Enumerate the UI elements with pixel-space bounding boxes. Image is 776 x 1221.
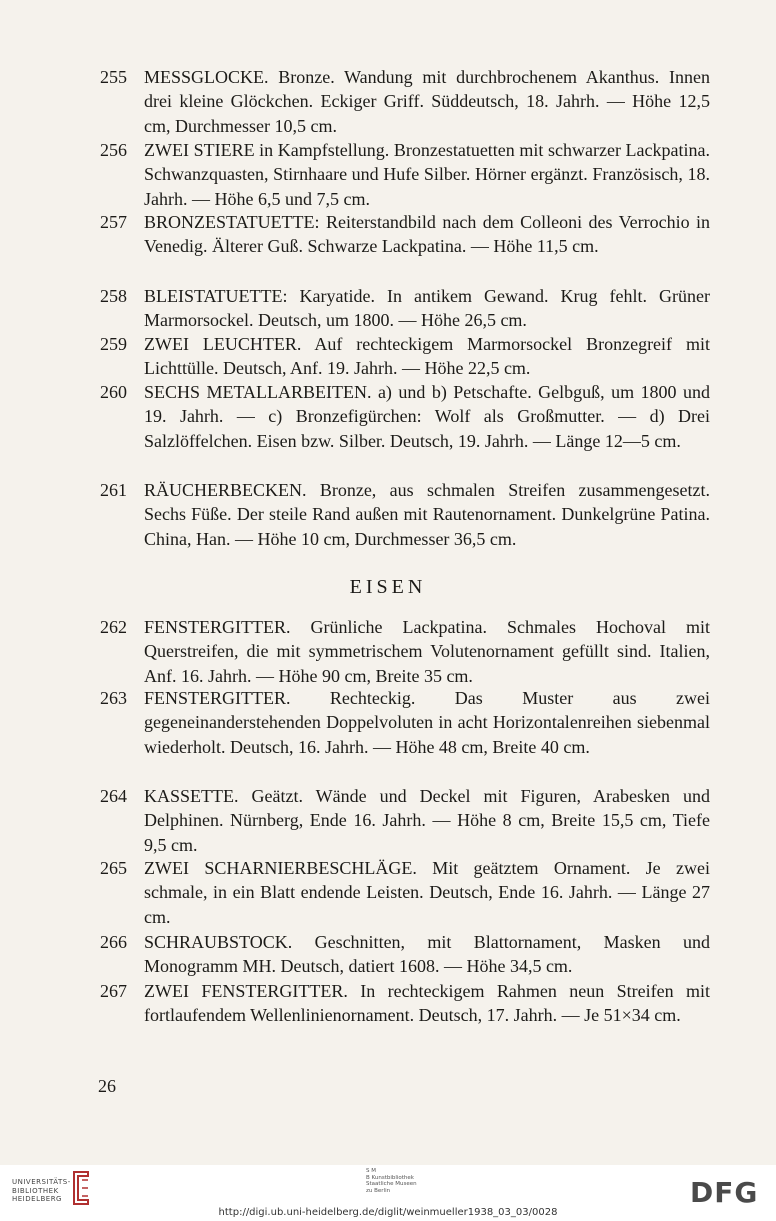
catalog-entry — [100, 784, 716, 857]
catalog-entry — [100, 478, 716, 551]
dfg-logo: DFG — [690, 1176, 759, 1209]
entry-number: 264 — [100, 786, 127, 806]
library-line: BIBLIOTHEK — [12, 1186, 59, 1195]
entry-text: BRONZESTATUETTE: Reiterstandbild nach dem Colleoni des Verrochio in Venedig. Älterer Guß. Schwarze Lackpatina. — Höhe 11,5 cm. — [144, 212, 710, 257]
catalog-entry — [100, 210, 716, 259]
catalog-entry — [100, 979, 716, 1028]
kb-line: Staatliche Museen — [366, 1181, 417, 1188]
kunstbibliothek-logo — [366, 1168, 417, 1194]
library-line: HEIDELBERG — [12, 1195, 62, 1203]
entry-text: RÄUCHERBECKEN. Bronze, aus schmalen Streifen zusammengesetzt. Sechs Füße. Der steile Rand außen mit Rautenornament. Dunkelgrüne Patina. China, Han. — Höhe 10 cm, Durchmesser 36,5 cm. — [144, 480, 710, 549]
catalog-entry — [100, 856, 716, 929]
entry-number: 256 — [100, 140, 127, 160]
entry-number: 257 — [100, 212, 127, 232]
entry-text: KASSETTE. Geätzt. Wände und Deckel mit Figuren, Arabesken und Delphinen. Nürnberg, Ende 16. Jahrh. — Höhe 8 cm, Breite 15,5 cm, Tiefe 9,5 cm. — [144, 786, 710, 855]
catalog-entry — [100, 65, 716, 138]
entry-text: FENSTERGITTER. Grünliche Lackpatina. Schmales Hochoval mit Querstreifen, die mit symmetrischem Volutenornament gefüllt sind. Italien, Anf. 16. Jahrh. — Höhe 90 cm, Breite 35 cm. — [144, 617, 710, 686]
entry-text: FENSTERGITTER. Rechteckig. Das Muster aus zwei gegeneinanderstehenden Doppelvoluten in acht Horizontalenreihen siebenmal wiederholt. Deutsch, 16. Jahrh. — Höhe 48 cm, Breite 40 cm. — [144, 688, 710, 757]
catalog-entry — [100, 930, 716, 979]
entry-text: SCHRAUBSTOCK. Geschnitten, mit Blattornament, Masken und Monogramm MH. Deutsch, datiert 1608. — Höhe 34,5 cm. — [144, 932, 710, 977]
library-logo-icon — [70, 1170, 92, 1206]
catalog-entry — [100, 380, 716, 453]
entry-text: BLEISTATUETTE: Karyatide. In antikem Gewand. Krug fehlt. Grüner Marmorsockel. Deutsch, um 1800. — Höhe 26,5 cm. — [144, 286, 710, 331]
entry-text: ZWEI SCHARNIERBESCHLÄGE. Mit geätztem Ornament. Je zwei schmale, in ein Blatt endende Leisten. Deutsch, Ende 16. Jahrh. — Länge 27 cm. — [144, 858, 710, 927]
entry-text: SECHS METALLARBEITEN. a) und b) Petschafte. Gelbguß, um 1800 und 19. Jahrh. — c) Bronzefigürchen: Wolf als Großmutter. — d) Drei Salzlöffelchen. Eisen bzw. Silber. Deutsch, 19. Jahrh. — Länge 12—5 cm. — [144, 382, 710, 451]
source-url[interactable]: http://digi.ub.uni-heidelberg.de/diglit/weinmueller1938_03_03/0028 — [218, 1207, 558, 1218]
catalog-entry — [100, 332, 716, 381]
entry-number: 259 — [100, 334, 127, 354]
section-heading: EISEN — [349, 576, 427, 598]
kb-line: B Kunstbibliothek — [366, 1174, 414, 1181]
kb-line: zu Berlin — [366, 1187, 391, 1194]
entry-number: 266 — [100, 932, 127, 952]
catalog-entry — [100, 686, 716, 759]
entry-number: 255 — [100, 67, 127, 87]
entry-number: 260 — [100, 382, 127, 402]
catalog-entry — [100, 138, 716, 211]
page-number: 26 — [98, 1076, 116, 1096]
entry-number: 267 — [100, 981, 127, 1001]
entry-number: 263 — [100, 688, 127, 708]
entry-text: ZWEI STIERE in Kampfstellung. Bronzestatuetten mit schwarzer Lackpatina. Schwanzquasten, Stirnhaare und Hufe Silber. Hörner ergänzt. Französisch, 18. Jahrh. — Höhe 6,5 und 7,5 cm. — [144, 140, 710, 209]
entry-number: 258 — [100, 286, 127, 306]
entry-number: 265 — [100, 858, 127, 878]
entry-text: ZWEI LEUCHTER. Auf rechteckigem Marmorsockel Bronzegreif mit Lichttülle. Deutsch, Anf. 19. Jahrh. — Höhe 22,5 cm. — [144, 334, 710, 379]
library-line: UNIVERSITÄTS- — [12, 1178, 71, 1186]
entry-text: MESSGLOCKE. Bronze. Wandung mit durchbrochenem Akanthus. Innen drei kleine Glöckchen. Eckiger Griff. Süddeutsch, 18. Jahrh. — Höhe 12,5 cm, Durchmesser 10,5 cm. — [144, 67, 710, 136]
library-name — [12, 1178, 71, 1204]
entry-number: 261 — [100, 480, 127, 500]
entry-text: ZWEI FENSTERGITTER. In rechteckigem Rahmen neun Streifen mit fortlaufendem Wellenlinienornament. Deutsch, 17. Jahrh. — Je 51×34 cm. — [144, 981, 710, 1026]
kb-line: S M — [366, 1168, 376, 1174]
entry-number: 262 — [100, 617, 127, 637]
catalog-entry — [100, 284, 716, 333]
catalog-entry — [100, 615, 716, 688]
